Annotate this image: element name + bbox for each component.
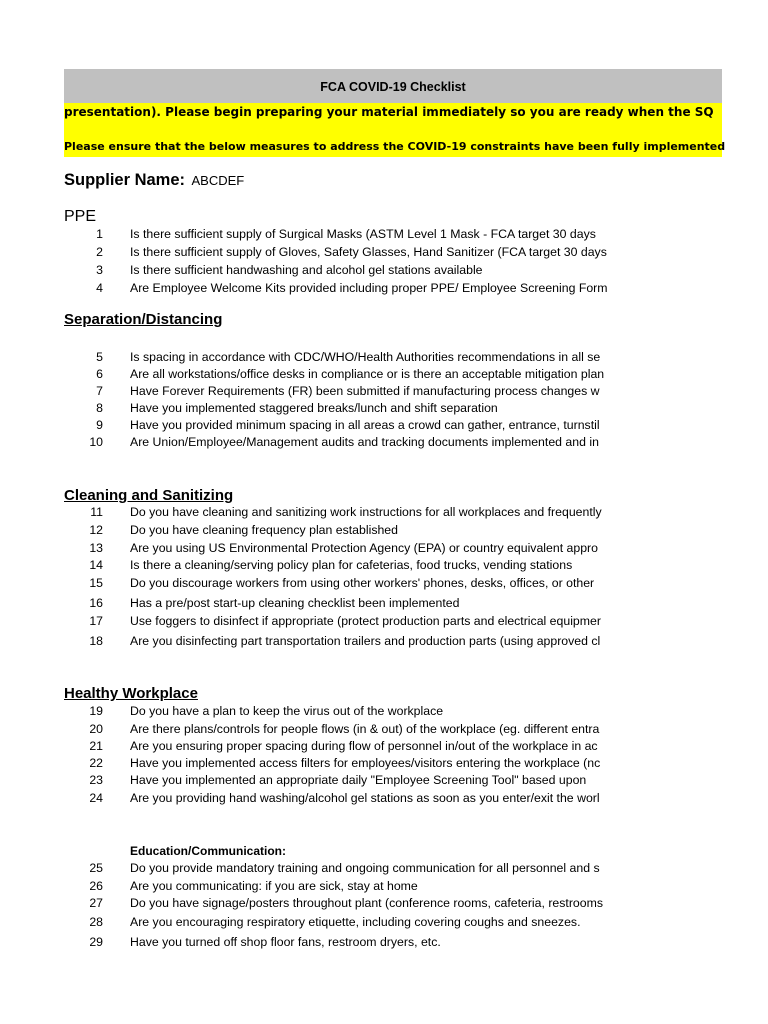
item-text: Is there sufficient supply of Gloves, Safety Glasses, Hand Sanitizer (FCA target 30 days	[130, 245, 607, 259]
checklist-row	[0, 263, 768, 281]
item-text: Do you have signage/posters throughout plant (conference rooms, cafeteria, restrooms	[130, 896, 604, 910]
item-number: 9	[96, 418, 103, 432]
checklist-row	[0, 791, 768, 809]
item-text: Are you ensuring proper spacing during flow of personnel in/out of the workplace in ac	[130, 739, 598, 753]
checklist-row	[0, 634, 768, 652]
item-text: Have you implemented access filters for employees/visitors entering the workplace (nc	[130, 756, 601, 770]
supplier-label: Supplier Name:	[64, 171, 186, 189]
item-text: Have you provided minimum spacing in all areas a crowd can gather, entrance, turnstil	[130, 418, 600, 432]
item-number: 15	[89, 576, 103, 590]
checklist-row	[0, 227, 768, 245]
item-number: 4	[96, 281, 103, 295]
item-text: Have you turned off shop floor fans, restroom dryers, etc.	[130, 935, 441, 949]
checklist-row	[0, 384, 768, 402]
item-text: Is there sufficient supply of Surgical Masks (ASTM Level 1 Mask - FCA target 30 days	[130, 227, 596, 241]
item-text: Is there a cleaning/serving policy plan for cafeterias, food trucks, vending stations	[130, 558, 573, 572]
section-heading-education: Education/Communication:	[130, 844, 286, 858]
checklist-row	[0, 756, 768, 774]
item-number: 26	[89, 879, 103, 893]
checklist-row	[0, 614, 768, 632]
item-text: Are you providing hand washing/alcohol gel stations as soon as you enter/exit the worl	[130, 791, 600, 805]
item-text: Do you have cleaning and sanitizing work instructions for all workplaces and frequently	[130, 505, 602, 519]
item-number: 14	[89, 558, 103, 572]
section-heading-ppe: PPE	[64, 208, 97, 225]
item-text: Are Union/Employee/Management audits and tracking documents implemented and in	[130, 435, 599, 449]
checklist-row	[0, 523, 768, 541]
item-number: 12	[89, 523, 103, 537]
supplier-field	[64, 171, 244, 190]
item-text: Are there plans/controls for people flows (in & out) of the workplace (eg. different entra	[130, 722, 600, 736]
item-text: Do you discourage workers from using other workers' phones, desks, offices, or other	[130, 576, 595, 590]
item-number: 2	[96, 245, 103, 259]
checklist-row	[0, 367, 768, 385]
notice-line-1: presentation). Please begin preparing your material immediately so you are ready when the SQ	[64, 105, 714, 119]
checklist-row	[0, 281, 768, 299]
item-number: 22	[89, 756, 103, 770]
checklist-row	[0, 558, 768, 576]
item-number: 3	[96, 263, 103, 277]
checklist-row	[0, 739, 768, 757]
supplier-value[interactable]: ABCDEF	[191, 173, 245, 188]
item-number: 16	[89, 596, 103, 610]
item-number: 18	[89, 634, 103, 648]
item-text: Do you have a plan to keep the virus out of the workplace	[130, 704, 444, 718]
item-number: 21	[89, 739, 103, 753]
item-number: 25	[89, 861, 103, 875]
item-text: Are you disinfecting part transportation trailers and production parts (using approved cl	[130, 634, 601, 648]
item-number: 7	[96, 384, 103, 398]
notice-banner	[64, 103, 726, 157]
checklist-row	[0, 401, 768, 419]
item-text: Are Employee Welcome Kits provided including proper PPE/ Employee Screening Form	[130, 281, 608, 295]
item-text: Is spacing in accordance with CDC/WHO/Health Authorities recommendations in all se	[130, 350, 601, 364]
checklist-row	[0, 435, 768, 453]
item-text: Are you communicating: if you are sick, stay at home	[130, 879, 418, 893]
item-text: Are all workstations/office desks in compliance or is there an acceptable mitigation plan	[130, 367, 605, 381]
item-number: 24	[89, 791, 103, 805]
item-number: 11	[90, 505, 103, 519]
checklist-row	[0, 896, 768, 914]
item-number: 19	[89, 704, 103, 718]
item-number: 20	[89, 722, 103, 736]
checklist-row	[0, 245, 768, 263]
item-number: 27	[89, 896, 103, 910]
item-text: Have Forever Requirements (FR) been submitted if manufacturing process changes w	[130, 384, 600, 398]
item-text: Is there sufficient handwashing and alcohol gel stations available	[130, 263, 483, 277]
checklist-row	[0, 596, 768, 614]
page-title: FCA COVID-19 Checklist	[64, 69, 722, 103]
checklist-row	[0, 576, 768, 594]
checklist-row	[0, 773, 768, 791]
item-number: 23	[89, 773, 103, 787]
item-number: 29	[89, 935, 103, 949]
checklist-row	[0, 350, 768, 368]
item-number: 13	[89, 541, 103, 555]
checklist-row	[0, 915, 768, 933]
item-text: Are you encouraging respiratory etiquette, including covering coughs and sneezes.	[130, 915, 581, 929]
item-number: 17	[89, 614, 103, 628]
checklist-row	[0, 541, 768, 559]
item-text: Are you using US Environmental Protection Agency (EPA) or country equivalent appro	[130, 541, 598, 555]
checklist-row	[0, 861, 768, 879]
item-text: Have you implemented an appropriate daily "Employee Screening Tool" based upon	[130, 773, 587, 787]
item-number: 5	[96, 350, 103, 364]
item-number: 28	[89, 915, 103, 929]
checklist-row	[0, 418, 768, 436]
checklist-row	[0, 722, 768, 740]
section-heading-healthy: Healthy Workplace	[64, 685, 198, 702]
item-number: 8	[96, 401, 103, 415]
section-heading-separation: Separation/Distancing	[64, 311, 223, 328]
item-text: Do you provide mandatory training and ongoing communication for all personnel and s	[130, 861, 600, 875]
item-text: Do you have cleaning frequency plan established	[130, 523, 398, 537]
item-number: 10	[89, 435, 103, 449]
item-text: Has a pre/post start-up cleaning checklist been implemented	[130, 596, 460, 610]
item-number: 6	[96, 367, 103, 381]
item-number: 1	[96, 227, 103, 241]
checklist-row	[0, 935, 768, 953]
section-heading-cleaning: Cleaning and Sanitizing	[64, 487, 234, 504]
item-text: Have you implemented staggered breaks/lunch and shift separation	[130, 401, 498, 415]
item-text: Use foggers to disinfect if appropriate (protect production parts and electrical equipmer	[130, 614, 601, 628]
checklist-row	[0, 879, 768, 897]
notice-line-2: Please ensure that the below measures to address the COVID-19 constraints have been fully implemented	[64, 140, 726, 153]
checklist-row	[0, 505, 768, 523]
checklist-row	[0, 704, 768, 722]
